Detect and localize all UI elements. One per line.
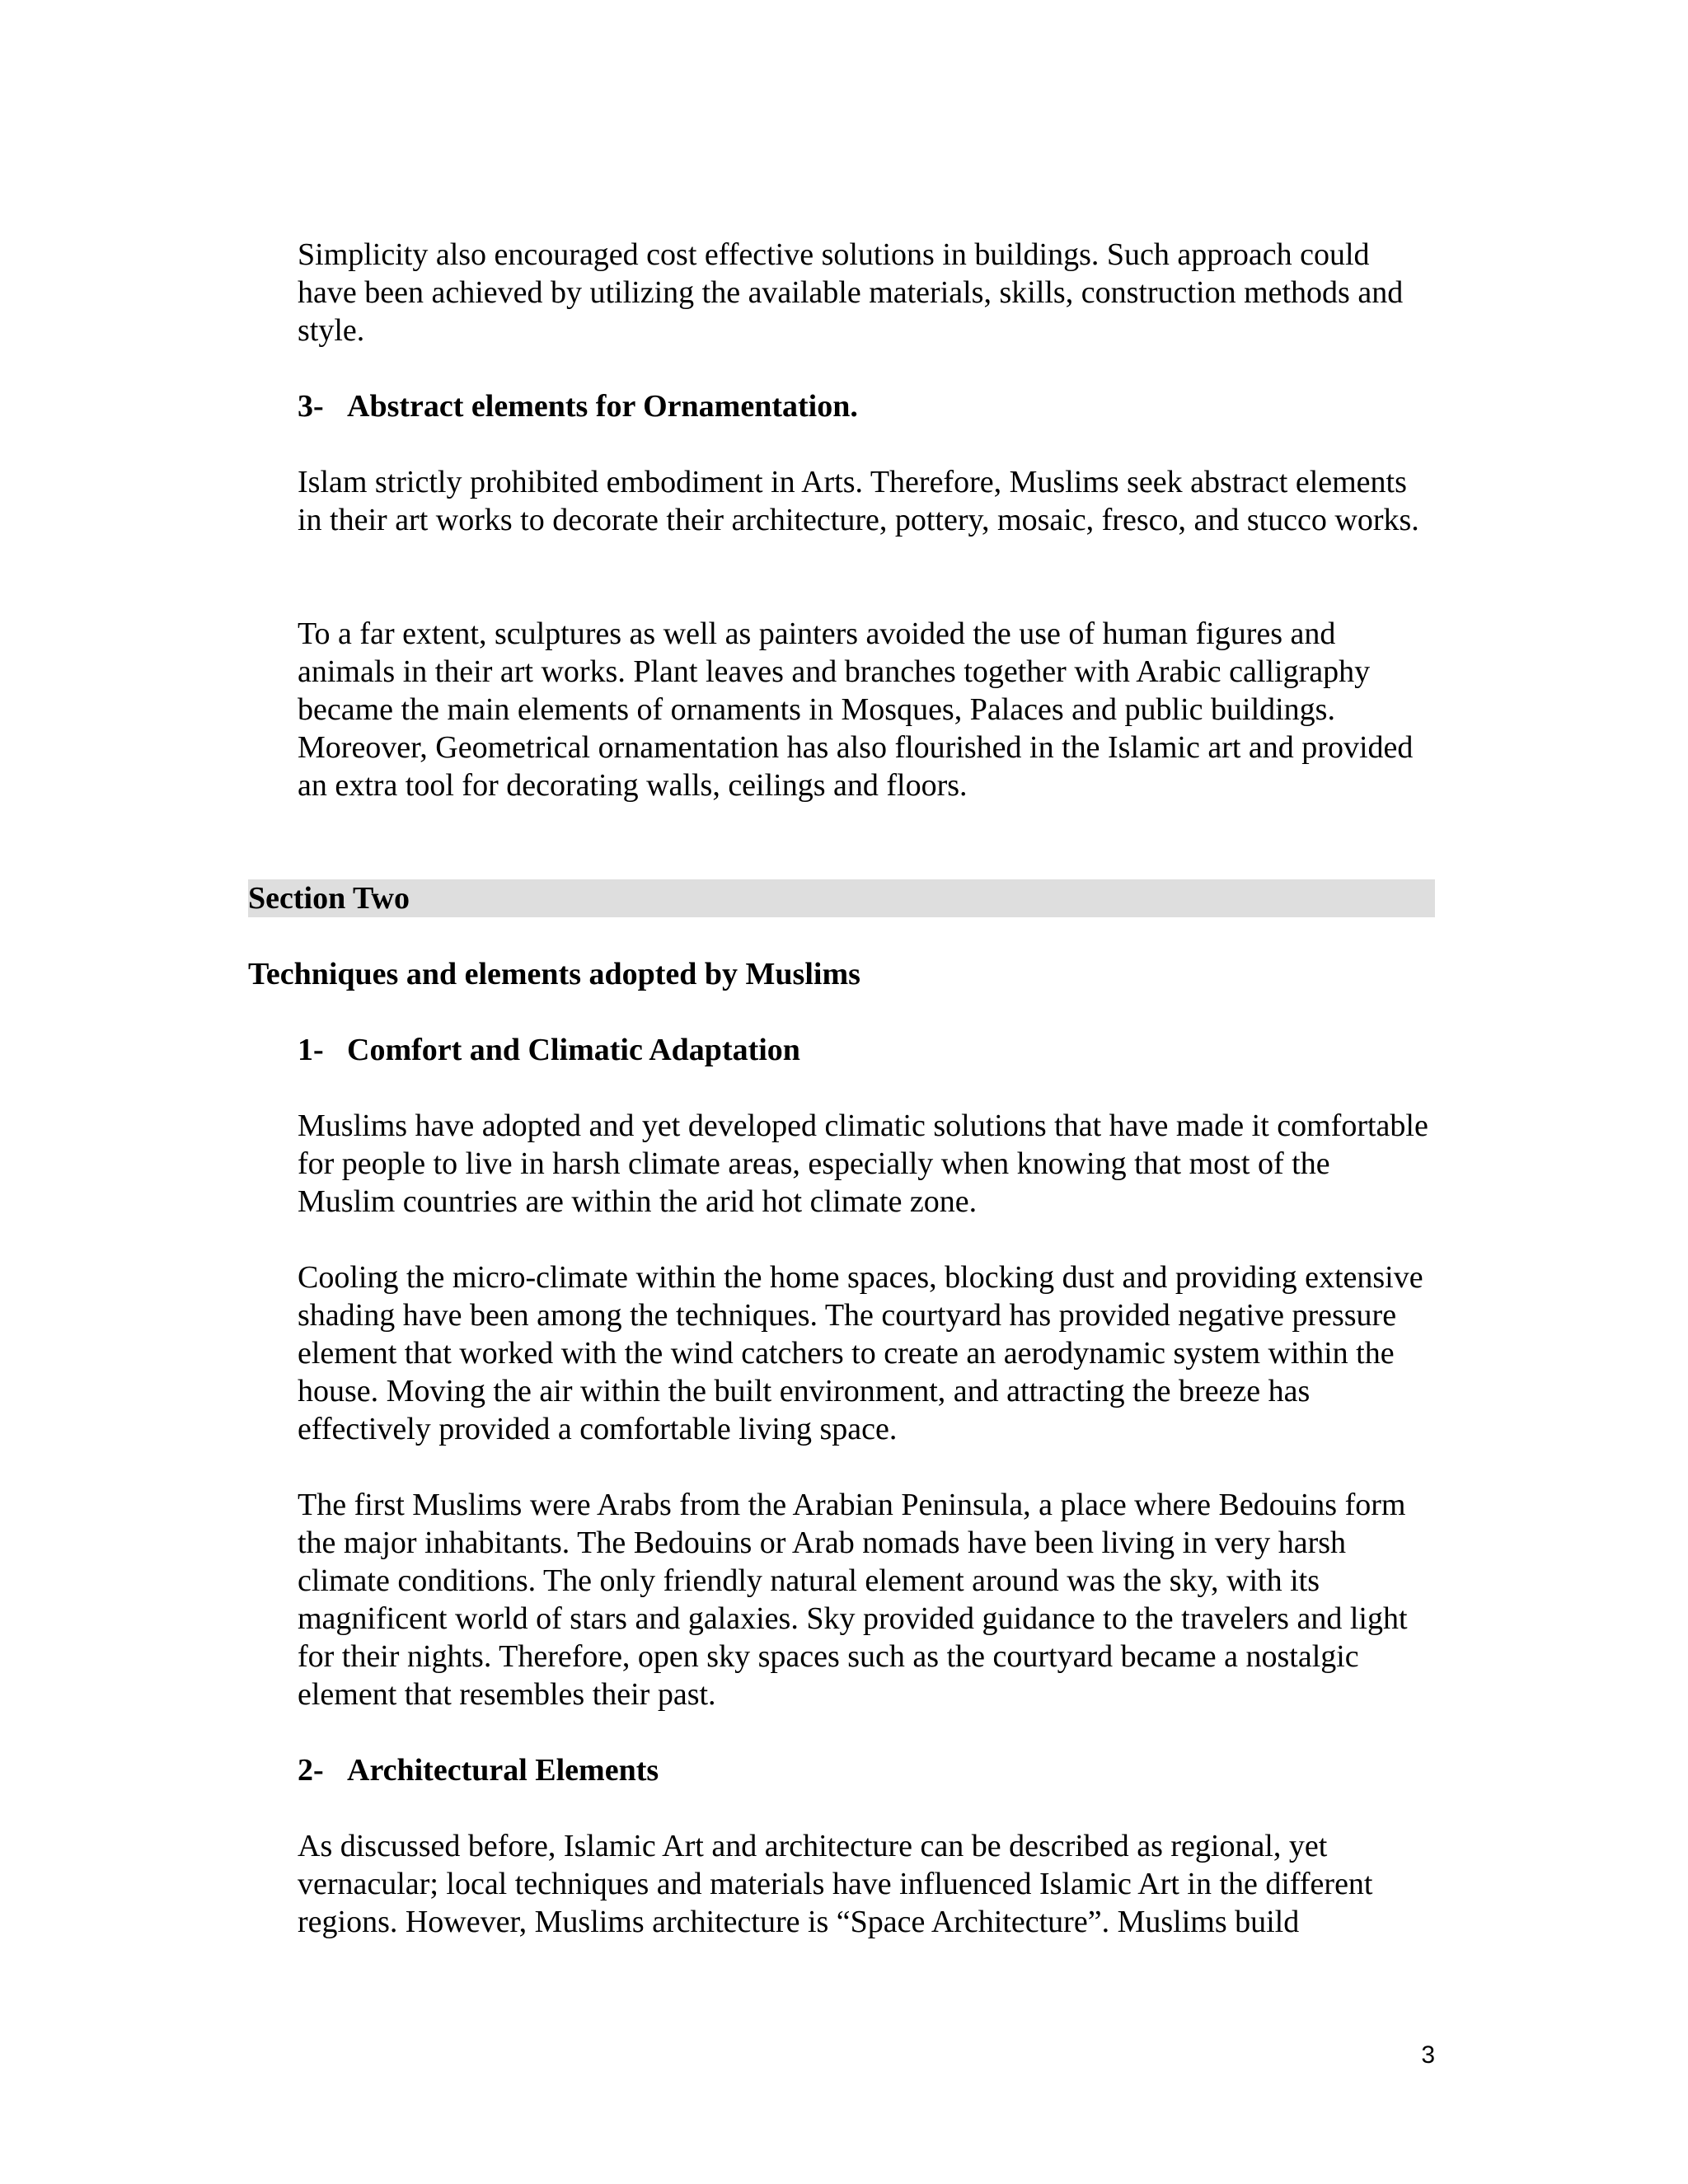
heading-text: Abstract elements for Ornamentation. xyxy=(347,389,858,424)
heading-architectural-elements xyxy=(298,1751,1435,1789)
section-subtitle: Techniques and elements adopted by Muslims xyxy=(248,957,860,991)
heading-abstract-elements xyxy=(298,387,1435,425)
heading-text: Architectural Elements xyxy=(347,1753,659,1788)
paragraph-far-extent: To a far extent, sculptures as well as painters avoided the use of human figures and animals in their art works. Plant leaves and branches together with Arabic calligraphy became the main elements of ornaments in Mosques, Palaces and public buildings. Moreover, Geometrical ornamentation has also flourished in the Islamic art and provided an extra tool for decorating walls, ceilings and floors. xyxy=(298,616,1414,803)
paragraph-cooling: Cooling the micro-climate within the home spaces, blocking dust and providing extensive shading have been among the techniques. The courtyard has provided negative pressure element that worked with the wind catchers to create an aerodynamic system within the house. Moving the air within the built environment, and attracting the breeze has effectively provided a comfortable living space. xyxy=(298,1260,1423,1446)
heading-text: Comfort and Climatic Adaptation xyxy=(347,1033,800,1067)
paragraph-as-discussed: As discussed before, Islamic Art and architecture can be described as regional, yet vernacular; local techniques and materials have influenced Islamic Art in the different regions. However, Muslims architecture is “Space Architecture”. Muslims build xyxy=(298,1829,1373,1939)
paragraph-islam-prohibited: Islam strictly prohibited embodiment in Arts. Therefore, Muslims seek abstract elements in their art works to decorate their architecture, pottery, mosaic, fresco, and stucco works. xyxy=(298,465,1419,537)
paragraph-first-muslims: The first Muslims were Arabs from the Arabian Peninsula, a place where Bedouins form the major inhabitants. The Bedouins or Arab nomads have been living in very harsh climate conditions. The only friendly natural element around was the sky, with its magnificent world of stars and galaxies. Sky provided guidance to the travelers and light for their nights. Therefore, open sky spaces such as the courtyard became a nostalgic element that resembles their past. xyxy=(298,1488,1408,1712)
heading-comfort-climatic xyxy=(298,1031,1435,1069)
heading-number: 1- xyxy=(298,1033,324,1067)
heading-number: 3- xyxy=(298,389,324,424)
page-number: 3 xyxy=(1421,2041,1435,2069)
paragraph-muslims-adopted: Muslims have adopted and yet developed climatic solutions that have made it comfortable for people to live in harsh climate areas, especially when knowing that most of the Muslim countries are within the arid hot climate zone. xyxy=(298,1108,1428,1219)
heading-number: 2- xyxy=(298,1753,324,1788)
paragraph-simplicity: Simplicity also encouraged cost effective solutions in buildings. Such approach could have been achieved by utilizing the available materials, skills, construction methods and style. xyxy=(298,237,1404,348)
section-title: Section Two xyxy=(248,881,410,916)
